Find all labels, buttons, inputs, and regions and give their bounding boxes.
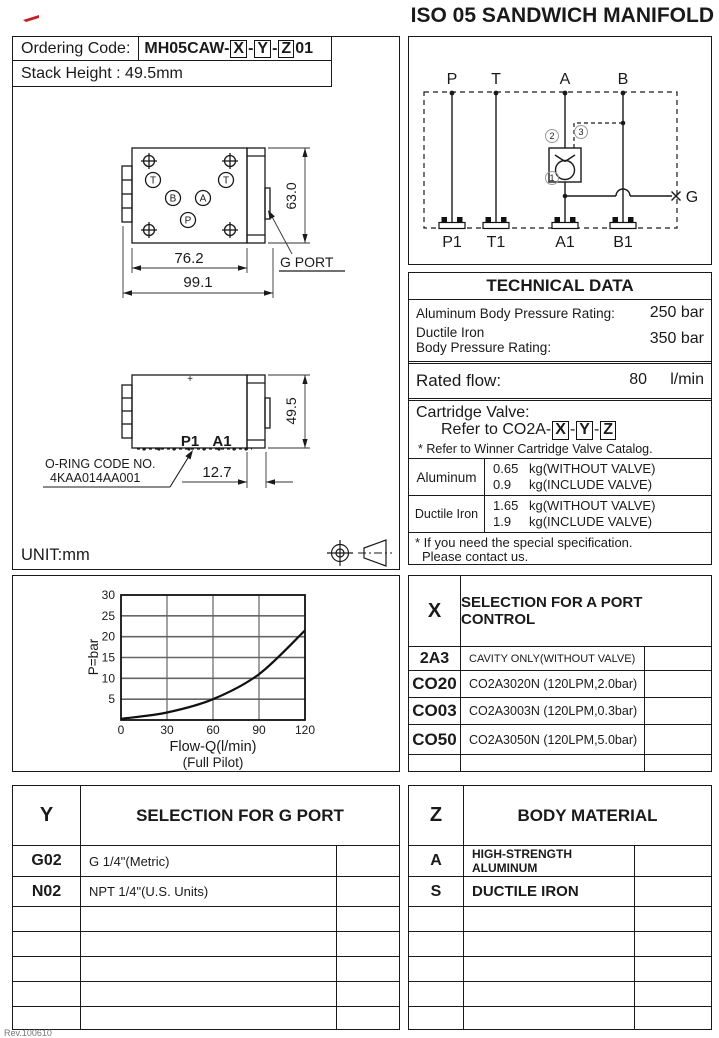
dim-offset: 12.7 xyxy=(202,464,232,481)
port-label-p: P xyxy=(184,215,192,227)
logo-mark xyxy=(22,14,42,26)
table-row-empty xyxy=(409,1007,711,1029)
y-tick-label: 20 xyxy=(101,629,115,644)
line-label-b: B xyxy=(617,71,629,88)
top-view-port-labels xyxy=(150,176,229,227)
table-row: N02 NPT 1/4"(U.S. Units) xyxy=(13,877,399,907)
oring-note-line2: 4KAA014AA001 xyxy=(50,471,141,485)
unit-label: UNIT:mm xyxy=(21,546,90,564)
table-row-empty xyxy=(13,932,399,957)
x-tick-label: 0 xyxy=(117,723,125,737)
weight-line: 1.9 kg(INCLUDE VALVE) xyxy=(493,514,653,529)
divider xyxy=(409,398,711,401)
empty-cell xyxy=(336,877,399,906)
center-mark: + xyxy=(187,374,193,385)
empty-cell xyxy=(644,698,711,724)
line-label-t1: T1 xyxy=(486,234,506,251)
code-y-box: Y xyxy=(254,40,271,59)
ordering-code-label: Ordering Code: xyxy=(21,40,131,57)
table-row: CO20 CO2A3020N (120LPM,2.0bar) xyxy=(409,671,711,698)
cart-y-box: Y xyxy=(576,421,593,440)
x-table-title: SELECTION FOR A PORT CONTROL xyxy=(461,594,643,628)
g-port-label: G PORT xyxy=(280,254,334,270)
top-view-dimensions xyxy=(123,148,310,298)
table-row-empty xyxy=(13,982,399,1007)
chart-xlabel2: (Full Pilot) xyxy=(182,755,244,770)
y-selection-table xyxy=(12,785,400,1030)
pressure-rating-iron-label1: Ductile Iron xyxy=(416,325,485,340)
side-port-p1: P1 xyxy=(180,433,200,450)
x-tick-label: 90 xyxy=(252,723,266,737)
hydraulic-schematic xyxy=(408,36,712,265)
callout-2: 2 xyxy=(549,131,555,141)
line-label-p: P xyxy=(446,71,458,88)
table-row: CO03 CO2A3003N (120LPM,0.3bar) xyxy=(409,698,711,725)
y-tick-label: 10 xyxy=(101,671,115,686)
line-label-t: T xyxy=(491,71,501,88)
rated-flow-value: 80 xyxy=(629,371,647,388)
cart-z-box: Z xyxy=(600,421,616,440)
line-label-a: A xyxy=(559,71,571,88)
y-tick-label: 25 xyxy=(101,608,115,623)
weight-line: 0.9 kg(INCLUDE VALVE) xyxy=(493,477,653,492)
table-row: CO50 CO2A3050N (120LPM,5.0bar) xyxy=(409,725,711,755)
table-row-empty xyxy=(409,932,711,957)
port-label-t-right: T xyxy=(222,175,230,187)
x-tick-label: 60 xyxy=(206,723,220,737)
pressure-rating-aluminum-label: Aluminum Body Pressure Rating: xyxy=(416,306,615,321)
x-tick-label: 120 xyxy=(294,723,316,737)
dim-outer-width: 99.1 xyxy=(183,274,213,291)
code-z-box: Z xyxy=(278,40,294,59)
line-label-p1: P1 xyxy=(442,234,462,251)
y-tick-label: 30 xyxy=(101,588,115,602)
special-spec-note1: * If you need the special specification. xyxy=(415,535,633,550)
pressure-rating-iron-label2: Body Pressure Rating: xyxy=(416,340,552,355)
callout-3: 3 xyxy=(578,127,584,137)
ordering-code-value: MH05CAW- X - Y - Z 01 xyxy=(144,39,313,57)
line-label-a1: A1 xyxy=(555,234,575,251)
cartridge-valve-ref: Refer to CO2A- X - Y - Z xyxy=(441,421,617,440)
table-row-empty xyxy=(13,907,399,932)
technical-drawings xyxy=(12,36,400,570)
z-table-code-header: Z xyxy=(409,786,464,845)
x-selection-table xyxy=(408,575,712,772)
technical-data-panel xyxy=(408,272,712,565)
table-row-empty xyxy=(409,907,711,932)
table-row: S DUCTILE IRON xyxy=(409,877,711,907)
empty-cell xyxy=(634,877,711,906)
x-table-code-header: X xyxy=(409,576,461,646)
chart-xlabel: Flow-Q(l/min) xyxy=(169,739,257,755)
table-row-empty xyxy=(409,982,711,1007)
line-label-b1: B1 xyxy=(613,234,633,251)
offset-dimension xyxy=(182,452,293,488)
rated-flow-unit: l/min xyxy=(670,371,704,388)
weight-row-aluminum xyxy=(409,459,711,496)
pressure-rating-iron-value: 350 bar xyxy=(649,330,704,347)
code-x-box: X xyxy=(230,40,247,59)
empty-cell xyxy=(644,647,711,670)
empty-cell xyxy=(336,846,399,876)
datum-target-icon xyxy=(327,540,353,566)
weight-material: Aluminum xyxy=(409,459,485,495)
cartridge-valve-label: Cartridge Valve: xyxy=(416,404,530,421)
dim-height-top: 63.0 xyxy=(283,182,299,210)
z-selection-table xyxy=(408,785,712,1030)
table-row-empty xyxy=(13,1007,399,1029)
dim-height-side: 49.5 xyxy=(283,397,299,425)
special-spec-note2: Please contact us. xyxy=(422,549,529,564)
table-row-empty xyxy=(409,755,711,771)
empty-cell xyxy=(634,846,711,876)
z-table-title: BODY MATERIAL xyxy=(517,805,658,825)
cart-x-box: X xyxy=(552,421,569,440)
empty-cell xyxy=(644,725,711,754)
port-symbols xyxy=(439,217,636,229)
technical-data-header: TECHNICAL DATA xyxy=(409,273,711,300)
g-label: G xyxy=(685,189,699,206)
y-table-title: SELECTION FOR G PORT xyxy=(136,805,344,825)
port-label-b: B xyxy=(169,193,177,205)
cartridge-valve-note: * Refer to Winner Cartridge Valve Catalog. xyxy=(418,442,653,456)
y-tick-label: 5 xyxy=(108,692,115,707)
weight-row-iron xyxy=(409,496,711,532)
empty-cell xyxy=(644,671,711,697)
weight-material: Ductile Iron xyxy=(409,496,485,532)
table-row-empty xyxy=(409,957,711,982)
dim-inner-width: 76.2 xyxy=(174,250,204,267)
third-angle-projection-icon xyxy=(358,540,392,566)
flow-chart xyxy=(12,575,400,772)
junction-dots xyxy=(450,91,626,199)
divider xyxy=(409,361,711,364)
page-title: ISO 05 SANDWICH MANIFOLD xyxy=(410,4,714,27)
x-tick-label: 30 xyxy=(160,723,174,737)
pressure-rating-aluminum-value: 250 bar xyxy=(649,304,704,321)
table-row-empty xyxy=(13,957,399,982)
table-row: G02 G 1/4"(Metric) xyxy=(13,846,399,877)
oring-note-line1: O-RING CODE NO. xyxy=(45,457,156,471)
rated-flow-label: Rated flow: xyxy=(416,371,502,390)
weight-table xyxy=(409,458,711,533)
callout-1: 1 xyxy=(549,173,555,183)
top-view-drawing xyxy=(122,148,270,243)
chart-ylabel: P=bar xyxy=(86,638,101,676)
side-port-a1: A1 xyxy=(212,433,232,450)
y-tick-label: 15 xyxy=(101,650,115,665)
table-row: 2A3 CAVITY ONLY(WITHOUT VALVE) xyxy=(409,647,711,671)
port-label-a: A xyxy=(199,193,207,205)
y-table-code-header: Y xyxy=(13,786,81,845)
weight-line: 0.65 kg(WITHOUT VALVE) xyxy=(493,461,656,476)
revision-note: Rev.100610 xyxy=(4,1028,52,1038)
table-row: A HIGH-STRENGTH ALUMINUM xyxy=(409,846,711,877)
weight-line: 1.65 kg(WITHOUT VALVE) xyxy=(493,498,656,513)
port-label-t-left: T xyxy=(149,175,157,187)
stack-height-label: Stack Height : 49.5mm xyxy=(21,64,183,82)
